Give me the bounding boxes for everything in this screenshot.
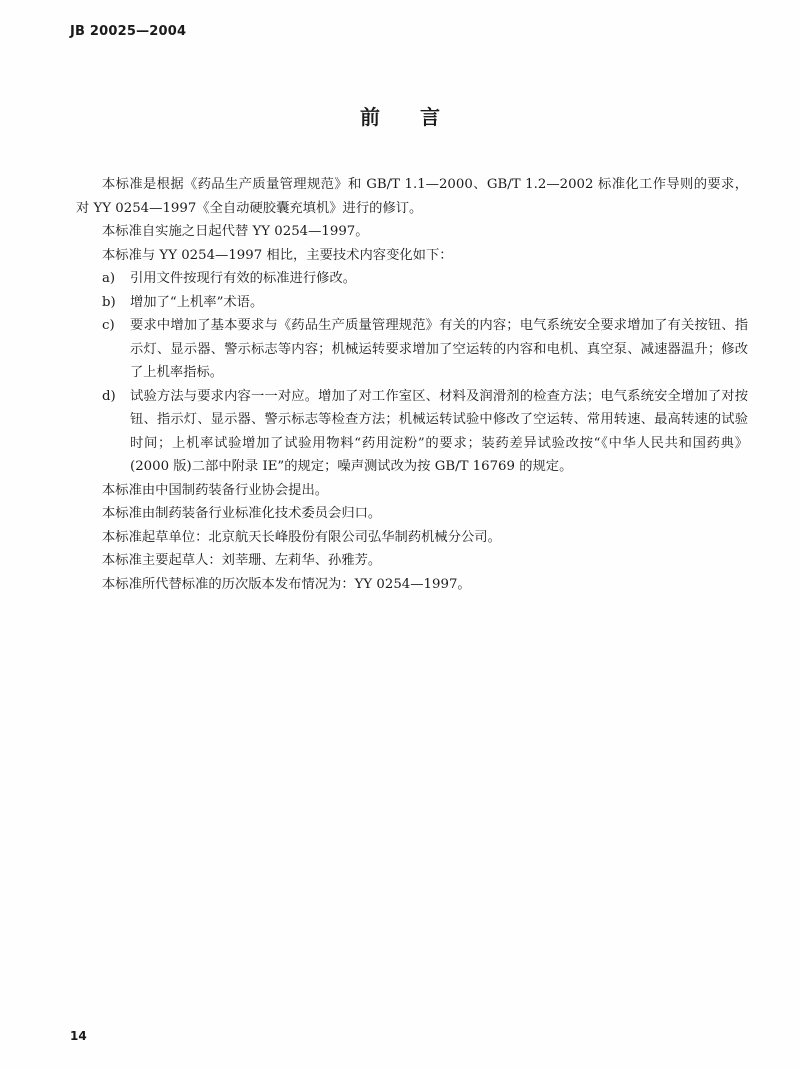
standard-number: JB 20025—2004 [70,24,187,39]
page-number: 14 [70,1029,87,1043]
change-item [76,385,748,479]
change-item [76,314,748,385]
closing-paragraph: 本标准主要起草人：刘莘珊、左莉华、孙雅芳。 [102,553,382,568]
change-item [76,291,748,315]
preface-body [76,173,748,596]
intro-paragraph: 本标准自实施之日起代替 YY 0254—1997。 [102,224,369,239]
change-item-label: c) [102,318,115,333]
closing-paragraph: 本标准由中国制药装备行业协会提出。 [102,482,329,498]
closing-paragraph: 本标准起草单位：北京航天长峰股份有限公司弘华制药机械分公司。 [102,529,501,545]
change-item-label: b) [102,294,116,310]
intro-paragraph: 本标准与 YY 0254—1997 相比，主要技术内容变化如下： [102,247,453,263]
change-item [76,267,748,291]
closing-paragraph: 本标准所代替标准的历次版本发布情况为：YY 0254—1997。 [102,576,471,592]
intro-paragraph: 本标准是根据《药品生产质量管理规范》和 GB/T 1.1—2000、GB/T 1.2—2002 标准化工作导则的要求，对 YY 0254—1997《全自动硬胶囊充填机》进行的修订。 [76,177,748,216]
change-item-text: 要求中增加了基本要求与《药品生产质量管理规范》有关的内容；电气系统安全要求增加了有关按钮、指示灯、显示器、警示标志等内容；机械运转要求增加了空运转的内容和电机、真空泵、减速器温升；修改了上机率指标。 [130,318,748,380]
change-item-label: d) [102,388,116,404]
change-item-text: 引用文件按现行有效的标准进行修改。 [130,271,357,286]
change-item-text: 增加了“上机率”术语。 [130,294,264,310]
page-title: 前言 [360,105,480,129]
closing-paragraph: 本标准由制药装备行业标准化技术委员会归口。 [102,506,382,521]
change-item-label: a) [102,271,116,286]
change-item-text: 试验方法与要求内容一一对应。增加了对工作室区、材料及润滑剂的检查方法；电气系统安全增加了对按钮、指示灯、显示器、警示标志等检查方法；机械运转试验中修改了空运转、常用转速、最高转速的试验时间；上机率试验增加了试验用物料“药用淀粉”的要求；装药差异试验改按“《中华人民共和国药典》(2000 版)二部中附录 IE”的规定；噪声测试改为按 GB/T 16769 的规定。 [130,388,748,474]
